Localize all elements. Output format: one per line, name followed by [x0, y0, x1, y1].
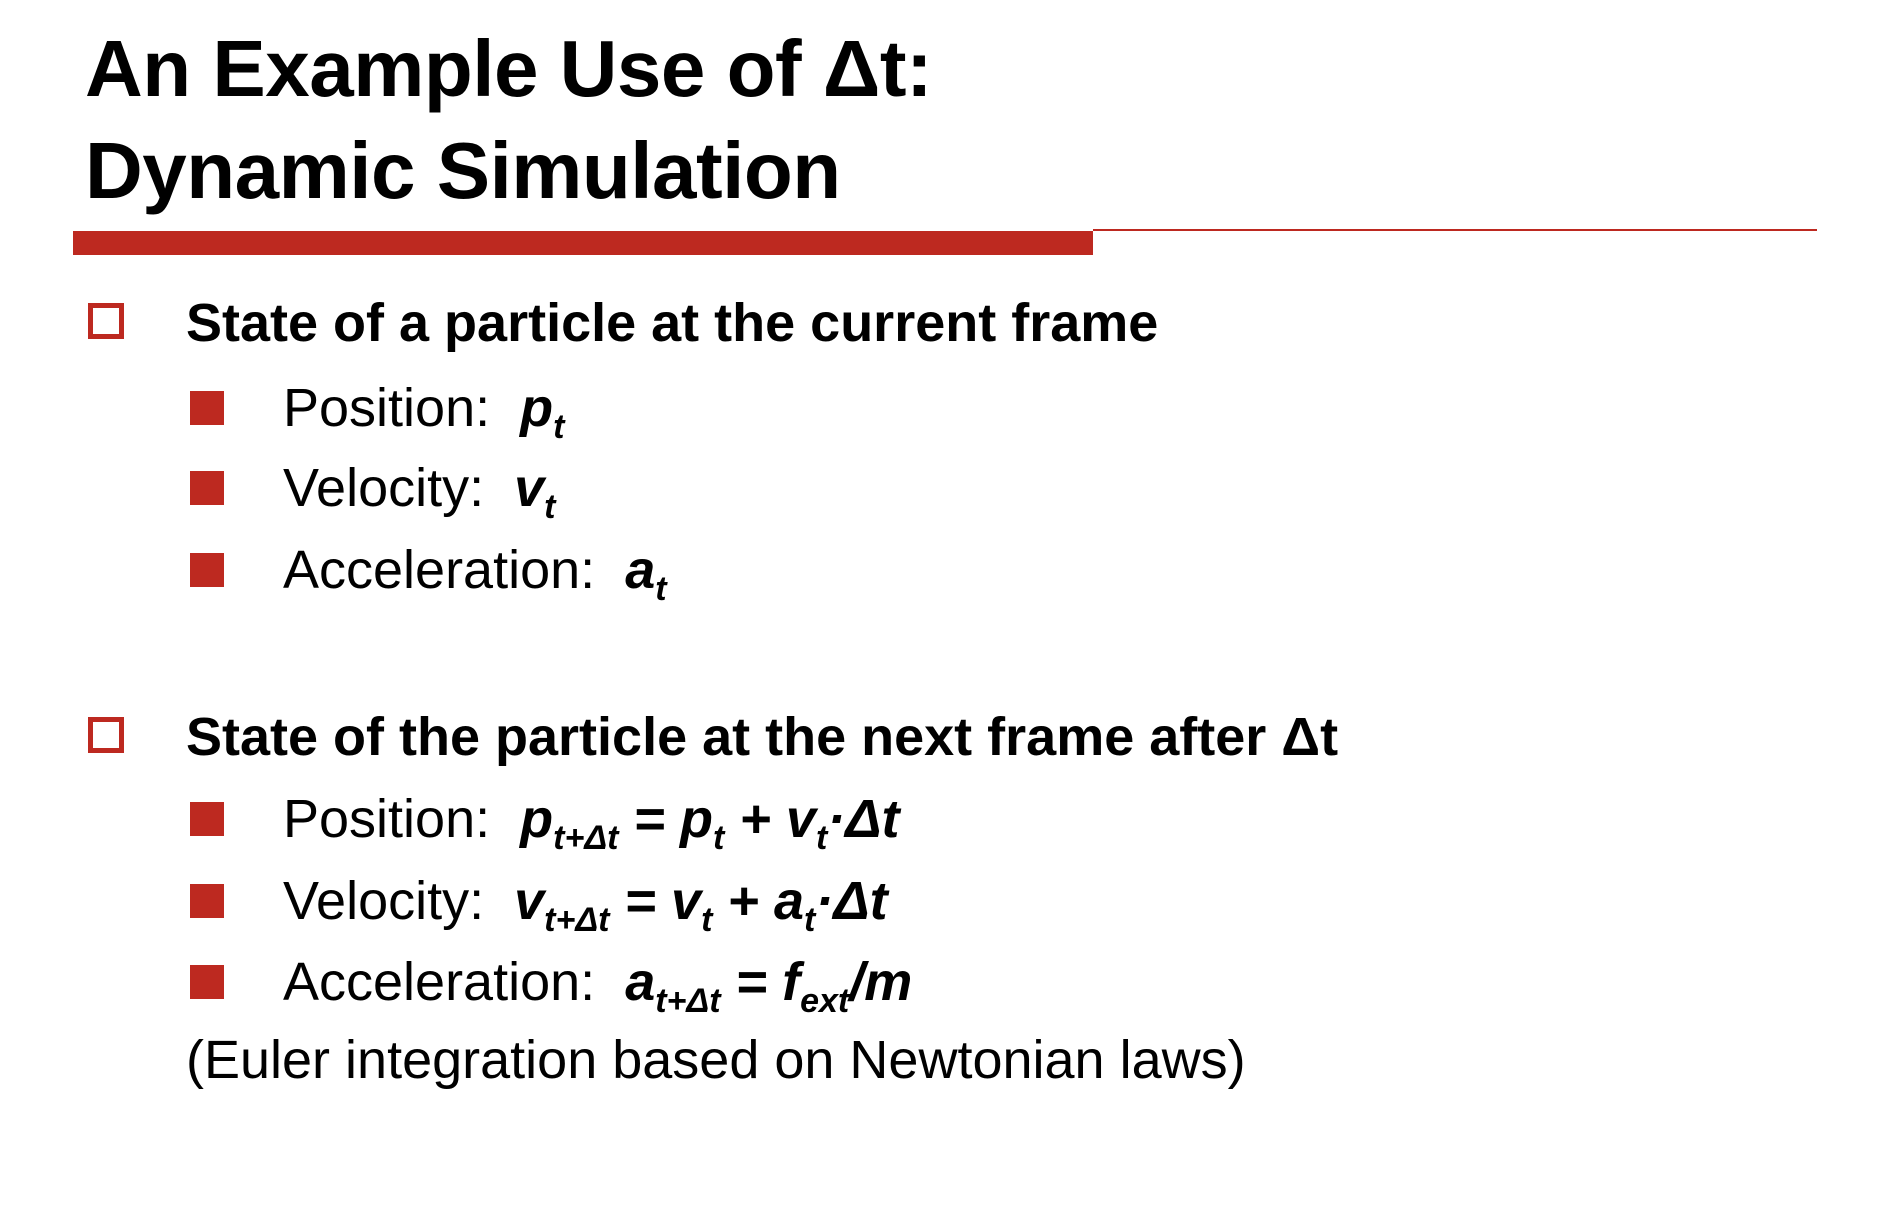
- list-item-position-next: [283, 787, 900, 857]
- math-variable: $a_t$: [625, 540, 667, 608]
- item-label: Velocity:: [283, 458, 485, 518]
- equation: $p_{t+\Delta t} = p_t + v_t\cdot\Delta t$: [520, 789, 900, 857]
- item-label: Acceleration:: [283, 952, 596, 1012]
- equation: $a_{t+\Delta t} = f_{ext}/m$: [625, 952, 913, 1020]
- list-item-acceleration-current: [283, 538, 667, 608]
- hollow-square-bullet-icon: [88, 303, 124, 339]
- section-heading-next-frame: State of the particle at the next frame after Δt: [186, 707, 1339, 767]
- slide-title-line2: Dynamic Simulation: [85, 126, 841, 215]
- slide-title: [85, 18, 932, 222]
- list-item-velocity-next: [283, 869, 888, 939]
- list-item-velocity-current: [283, 456, 556, 526]
- item-label: Position:: [283, 378, 491, 438]
- hollow-square-bullet-icon: [88, 717, 124, 753]
- title-underline-thick: [73, 231, 1093, 255]
- list-item-acceleration-next: [283, 950, 913, 1020]
- equation: $v_{t+\Delta t} = v_t + a_t\cdot\Delta t$: [514, 871, 888, 939]
- euler-integration-note: (Euler integration based on Newtonian laws): [186, 1030, 1246, 1090]
- math-variable: $v_t$: [514, 458, 556, 526]
- solid-square-bullet-icon: [190, 391, 224, 425]
- slide-title-line1: An Example Use of Δt:: [85, 24, 933, 113]
- solid-square-bullet-icon: [190, 965, 224, 999]
- solid-square-bullet-icon: [190, 884, 224, 918]
- math-variable: $p_t$: [520, 378, 565, 446]
- item-label: Position:: [283, 789, 491, 849]
- solid-square-bullet-icon: [190, 802, 224, 836]
- item-label: Velocity:: [283, 871, 485, 931]
- title-underline-thin: [1093, 229, 1817, 231]
- item-label: Acceleration:: [283, 540, 596, 600]
- solid-square-bullet-icon: [190, 553, 224, 587]
- solid-square-bullet-icon: [190, 471, 224, 505]
- section-heading-current-frame: State of a particle at the current frame: [186, 293, 1159, 353]
- list-item-position-current: [283, 376, 565, 446]
